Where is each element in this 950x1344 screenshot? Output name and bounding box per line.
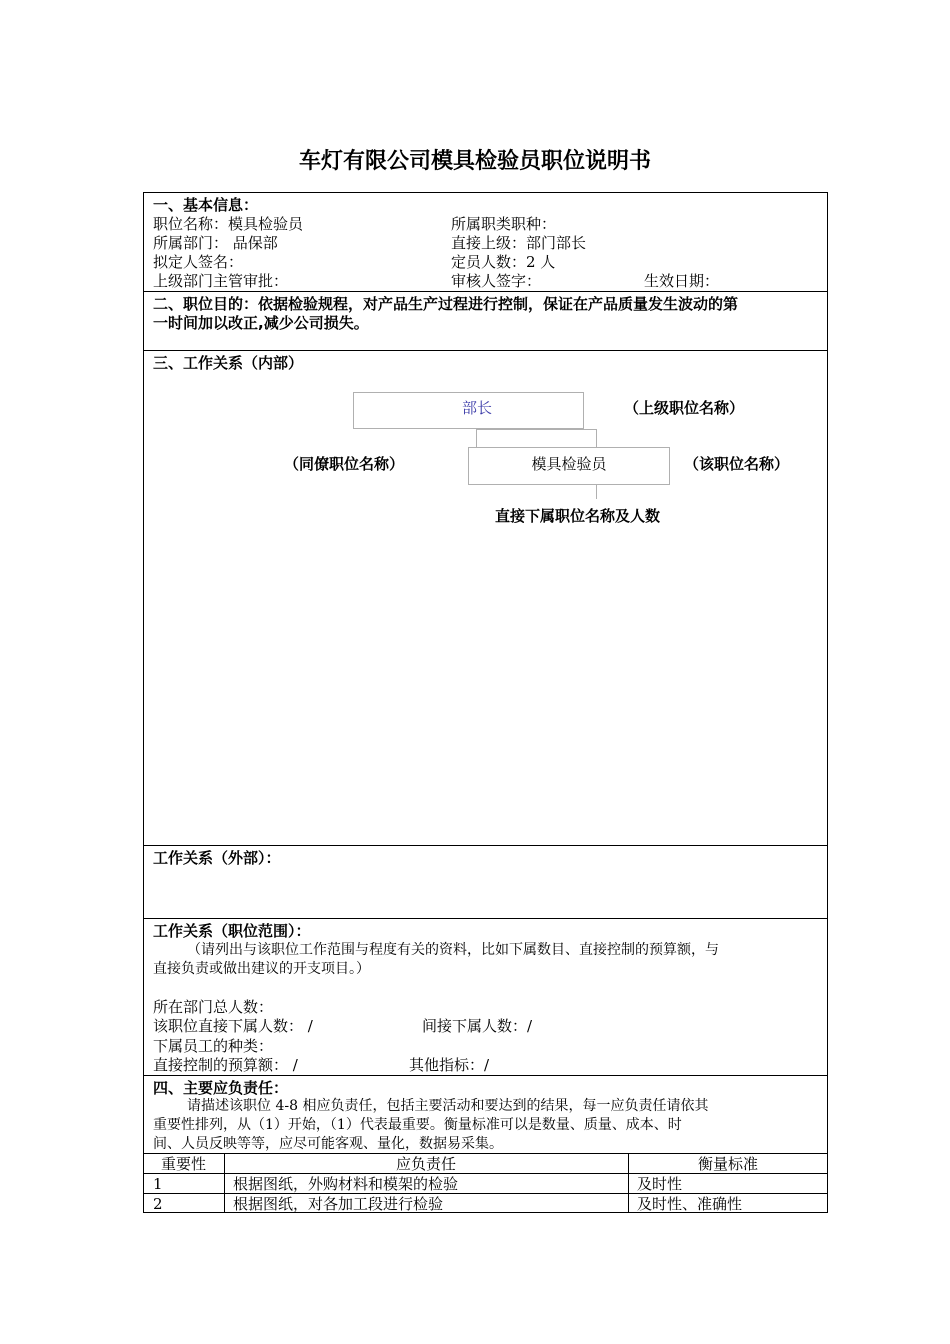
label-peer-position: （同僚职位名称） — [284, 455, 405, 473]
indirect-subordinates: 间接下属人数：/ — [422, 1017, 533, 1035]
table-header-measure: 衡量标准 — [697, 1155, 758, 1173]
label-subordinates: 直接下属职位名称及人数 — [495, 507, 661, 525]
headcount: 定员人数：2 人 — [451, 253, 556, 271]
org-connector-to-self — [596, 429, 597, 447]
table-header-duty: 应负责任 — [395, 1155, 456, 1173]
direct-subordinates: 该职位直接下属人数： / — [153, 1017, 313, 1035]
department: 所属部门： 品保部 — [153, 234, 278, 252]
duties-desc-2: 重要性排列，从（1）开始，（1）代表最重要。衡量标准可以是数量、质量、成本、时 — [153, 1117, 682, 1133]
scope-desc-1: （请列出与该职位工作范围与程度有关的资料，比如下属数目、直接控制的预算额，与 — [187, 942, 719, 958]
internal-heading: 三、工作关系（内部） — [153, 354, 304, 372]
org-connector-sub — [596, 485, 597, 499]
org-box-self-label: 模具检验员 — [531, 455, 607, 473]
budget-control: 直接控制的预算额： / — [153, 1056, 298, 1074]
table-row-1-measure: 及时性 — [637, 1175, 683, 1193]
subordinate-types: 下属员工的种类： — [153, 1037, 274, 1055]
scope-desc-2: 直接负责或做出建议的开支项目。） — [153, 961, 370, 977]
reviewer-signature: 审核人签字： — [451, 272, 542, 290]
document-title: 车灯有限公司模具检验员职位说明书 — [298, 149, 651, 174]
drafter-signature: 拟定人签名： — [153, 253, 244, 271]
purpose-line-2: 一时间加以改正,减少公司损失。 — [153, 314, 369, 332]
org-box-superior-label: 部长 — [461, 399, 492, 417]
table-row-2-rank: 2 — [153, 1195, 163, 1213]
position-name: 职位名称：模具检验员 — [153, 215, 304, 233]
label-self-position: （该职位名称） — [684, 455, 790, 473]
duties-desc-1: 请描述该职位 4-8 相应负责任，包括主要活动和要达到的结果，每一应负责任请依其 — [187, 1098, 709, 1114]
direct-superior: 直接上级：部门部长 — [451, 234, 587, 252]
external-heading: 工作关系（外部）： — [153, 849, 281, 867]
org-connector-horizontal — [476, 429, 597, 430]
purpose-line-1: 二、职位目的：依据检验规程，对产品生产过程进行控制，保证在产品质量发生波动的第 — [153, 295, 739, 313]
duties-heading: 四、主要应负责任： — [153, 1079, 289, 1097]
duties-desc-3: 间、人员反映等等，应尽可能客观、量化，数据易采集。 — [153, 1136, 503, 1152]
table-row-2-measure: 及时性、准确性 — [637, 1195, 743, 1213]
divider-external — [143, 918, 828, 919]
table-header-rank: 重要性 — [160, 1155, 206, 1173]
label-superior-position: （上级职位名称） — [624, 399, 745, 417]
superior-approval: 上级部门主管审批： — [153, 272, 289, 290]
table-row-2-duty: 根据图纸，对各加工段进行检验 — [233, 1195, 444, 1213]
job-category: 所属职类职种： — [451, 215, 557, 233]
divider-basic — [143, 291, 828, 292]
scope-heading: 工作关系（职位范围）： — [153, 922, 311, 940]
table-row-1-duty: 根据图纸，外购材料和模架的检验 — [233, 1175, 459, 1193]
other-indicators: 其他指标：/ — [409, 1056, 490, 1074]
basic-heading: 一、基本信息： — [153, 196, 259, 214]
effective-date: 生效日期： — [644, 272, 720, 290]
table-row-1-rank: 1 — [153, 1175, 163, 1193]
divider-internal — [143, 845, 828, 846]
org-connector-down — [476, 429, 477, 447]
dept-total-people: 所在部门总人数： — [153, 998, 274, 1016]
divider-scope — [143, 1075, 828, 1076]
divider-purpose — [143, 350, 828, 351]
